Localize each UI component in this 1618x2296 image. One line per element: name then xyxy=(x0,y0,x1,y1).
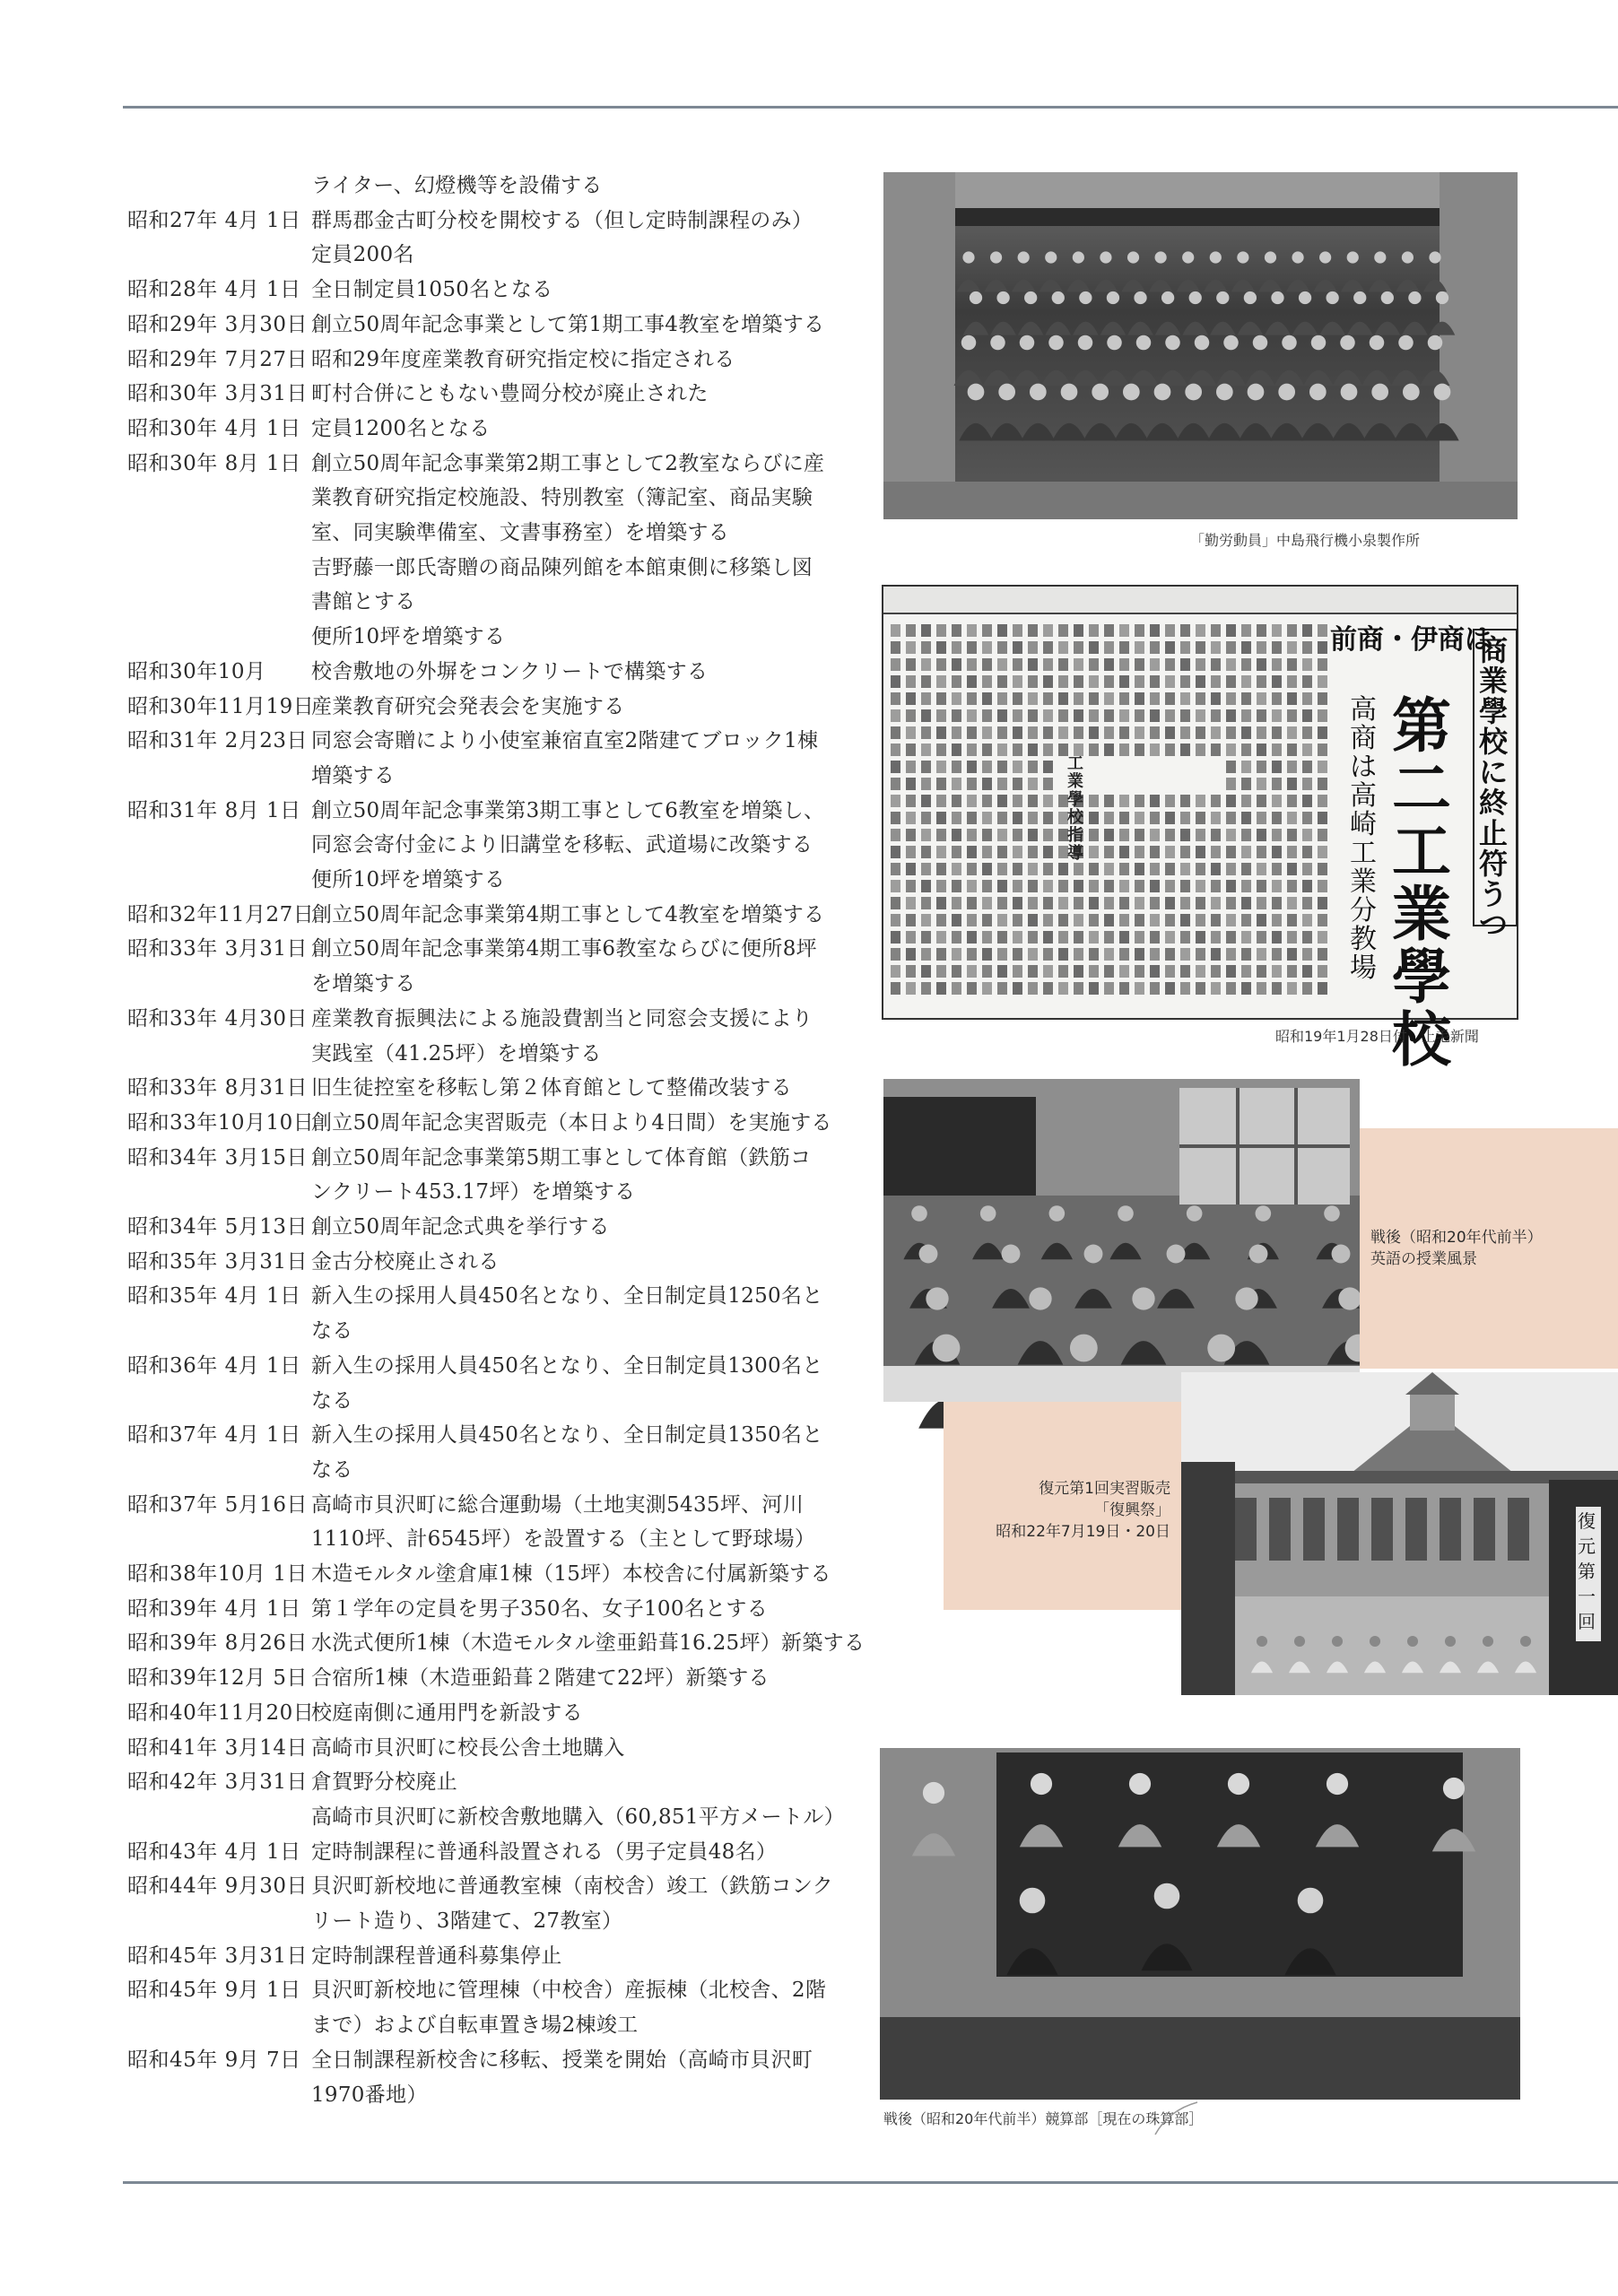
timeline-entry xyxy=(127,828,813,862)
timeline-date: 昭和37年 5月16日 xyxy=(127,1493,308,1517)
caption-newspaper: 昭和19年1月28日付 上毛新聞 xyxy=(1275,1028,1479,1045)
timeline-text: ンクリート453.17坪）を増築する xyxy=(311,1180,636,1204)
timeline-date: 昭和42年 3月31日 xyxy=(127,1770,308,1794)
timeline-date: 昭和35年 3月31日 xyxy=(127,1250,308,1274)
photo-english-class xyxy=(883,1079,1360,1402)
timeline-entry xyxy=(127,1314,353,1348)
timeline-date: 昭和43年 4月 1日 xyxy=(127,1840,301,1864)
timeline-text: 高崎市貝沢町に校長公舎土地購入 xyxy=(311,1736,625,1760)
timeline-date: 昭和30年 4月 1日 xyxy=(127,417,301,440)
timeline-date: 昭和39年 4月 1日 xyxy=(127,1597,301,1621)
timeline-date: 昭和40年11月20日 xyxy=(127,1701,315,1725)
timeline-text: 全日制定員1050名となる xyxy=(311,278,553,301)
timeline-entry xyxy=(127,863,505,897)
news-headline-box: 商業學校に終止符うつ xyxy=(1479,633,1509,942)
timeline-entry xyxy=(127,1210,610,1244)
timeline-date: 昭和32年11月27日 xyxy=(127,903,315,926)
timeline-text: 室、同実験準備室、文書事務室）を増築する xyxy=(311,521,729,544)
timeline-entry xyxy=(127,690,625,724)
timeline-text: リート造り、3階建て、27教室） xyxy=(311,1909,623,1933)
timeline-entry xyxy=(127,898,824,932)
caption-abacus-club: 戦後（昭和20年代前半）競算部［現在の珠算部］ xyxy=(883,2110,1204,2127)
timeline-text: 便所10坪を増築する xyxy=(311,868,506,891)
timeline-text: 倉賀野分校廃止 xyxy=(311,1770,458,1794)
timeline-entry xyxy=(127,169,603,203)
timeline-date: 昭和45年 9月 1日 xyxy=(127,1979,301,2002)
caption-revival-line1: 復元第1回実習販売 xyxy=(1039,1480,1170,1498)
timeline-text: 業教育研究指定校施設、特別教室（簿記室、商品実験 xyxy=(311,486,813,509)
timeline-text: 校舎敷地の外塀をコンクリートで構築する xyxy=(311,660,709,683)
timeline-entry xyxy=(127,1037,602,1071)
timeline-entry xyxy=(127,377,709,411)
timeline-entry xyxy=(127,724,818,758)
timeline-entry xyxy=(127,1071,792,1105)
timeline-text: 新入生の採用人員450名となり、全日制定員1250名と xyxy=(311,1284,823,1308)
timeline-date: 昭和35年 4月 1日 xyxy=(127,1284,301,1308)
timeline-entry xyxy=(127,1384,353,1418)
photo-revival-festival xyxy=(1181,1372,1618,1695)
timeline-text: 全日制課程新校舎に移転、授業を開始（高崎市貝沢町 xyxy=(311,2048,813,2072)
timeline-text: 1970番地） xyxy=(311,2083,428,2107)
timeline-entry xyxy=(127,204,813,238)
timeline-entry xyxy=(127,1002,813,1036)
timeline-text: まで）および自転車置き場2棟竣工 xyxy=(311,2013,639,2037)
timeline-date: 昭和30年11月19日 xyxy=(127,695,315,718)
timeline-text: 増築する xyxy=(311,764,396,787)
timeline-date: 昭和37年 4月 1日 xyxy=(127,1423,301,1447)
timeline-text: 定時制課程普通科募集停止 xyxy=(311,1944,562,1968)
timeline-entry xyxy=(127,1418,823,1452)
timeline-text: なる xyxy=(311,1389,353,1413)
pen-mark xyxy=(1151,2100,1205,2136)
timeline-date: 昭和31年 2月23日 xyxy=(127,729,308,752)
timeline-entry xyxy=(127,1349,823,1383)
timeline-text: 昭和29年度産業教育研究指定校に指定される xyxy=(311,348,735,371)
timeline-text: 旧生徒控室を移転し第２体育館として整備改装する xyxy=(311,1076,792,1100)
news-headline-top: 前商・伊商は xyxy=(1330,624,1492,656)
timeline-text: 水洗式便所1棟（木造モルタル塗亜鉛葺16.25坪）新築する xyxy=(311,1631,866,1655)
timeline-date: 昭和44年 9月30日 xyxy=(127,1874,308,1898)
caption-english-class-line2: 英語の授業風景 xyxy=(1370,1250,1477,1268)
timeline-entry xyxy=(127,1626,865,1660)
timeline-date: 昭和36年 4月 1日 xyxy=(127,1354,301,1378)
timeline-entry xyxy=(127,1904,622,1938)
timeline-text: 貝沢町新校地に管理棟（中校舎）産振棟（北校舎、2階 xyxy=(311,1979,827,2002)
timeline-entry xyxy=(127,481,813,515)
timeline-entry xyxy=(127,655,708,689)
timeline-date: 昭和28年 4月 1日 xyxy=(127,278,301,301)
timeline-entry xyxy=(127,1557,831,1591)
timeline-entry xyxy=(127,1279,823,1313)
timeline-entry xyxy=(127,2078,428,2112)
timeline-entry xyxy=(127,1696,583,1730)
timeline-entry xyxy=(127,1765,457,1799)
timeline-entry xyxy=(127,1141,811,1175)
timeline-entry xyxy=(127,1453,353,1487)
timeline-text: 新入生の採用人員450名となり、全日制定員1300名と xyxy=(311,1354,823,1378)
timeline-entry xyxy=(127,932,817,966)
timeline-text: 定員200名 xyxy=(311,243,414,266)
timeline-text: 定員1200名となる xyxy=(311,417,491,440)
caption-revival-festival xyxy=(944,1402,1181,1610)
timeline-entry xyxy=(127,2043,813,2077)
timeline-entry xyxy=(127,1592,768,1626)
timeline-text: 産業教育研究会発表会を実施する xyxy=(311,695,625,718)
timeline-date: 昭和45年 3月31日 xyxy=(127,1944,308,1968)
caption-english-class xyxy=(1360,1128,1618,1369)
timeline-text: 高崎市貝沢町に新校舎敷地購入（60,851平方メートル） xyxy=(311,1805,845,1829)
timeline-entry xyxy=(127,447,824,481)
timeline-entry xyxy=(127,1245,500,1279)
timeline-text: 1110坪、計6545坪）を設置する（主として野球場） xyxy=(311,1527,816,1551)
timeline-entry xyxy=(127,1488,804,1522)
timeline-entry xyxy=(127,1939,562,1973)
timeline-text: 第１学年の定員を男子350名、女子100名とする xyxy=(311,1597,768,1621)
timeline-text: 群馬郡金古町分校を開校する（但し定時制課程のみ） xyxy=(311,209,813,232)
timeline-date: 昭和29年 3月30日 xyxy=(127,313,308,336)
timeline-entry xyxy=(127,620,505,654)
timeline-date: 昭和38年10月 1日 xyxy=(127,1562,308,1586)
timeline-entry xyxy=(127,1522,815,1556)
timeline-text: なる xyxy=(311,1458,353,1482)
timeline-entry xyxy=(127,1835,777,1869)
timeline-text: 創立50周年記念事業第2期工事として2教室ならびに産 xyxy=(311,452,825,475)
timeline-entry xyxy=(127,585,416,619)
timeline-date: 昭和29年 7月27日 xyxy=(127,348,308,371)
timeline-entry xyxy=(127,1800,845,1834)
caption-labor-mobilization: 「勤労動員」中島飛行機小泉製作所 xyxy=(1190,532,1421,549)
timeline-date: 昭和39年12月 5日 xyxy=(127,1666,308,1690)
timeline-entry xyxy=(127,1869,833,1903)
timeline-entry xyxy=(127,1973,826,2007)
timeline-entry xyxy=(127,238,414,272)
timeline-entry xyxy=(127,516,729,550)
timeline-text: 校庭南側に通用門を新設する xyxy=(311,1701,583,1725)
timeline-entry xyxy=(127,967,416,1001)
timeline-text: 実践室（41.25坪）を増築する xyxy=(311,1042,602,1065)
timeline-date: 昭和30年10月 xyxy=(127,660,266,683)
timeline-text: 同窓会寄付金により旧講堂を移転、武道場に改築する xyxy=(311,833,813,857)
timeline-text: 創立50周年記念式典を挙行する xyxy=(311,1215,610,1239)
timeline-date: 昭和33年10月10日 xyxy=(127,1111,315,1135)
timeline-text: 合宿所1棟（木造亜鉛葺２階建て22坪）新築する xyxy=(311,1666,770,1690)
timeline-text: 貝沢町新校地に普通教室棟（南校舎）竣工（鉄筋コンク xyxy=(311,1874,834,1898)
timeline-date: 昭和34年 5月13日 xyxy=(127,1215,308,1239)
timeline-text: 書館とする xyxy=(311,590,416,613)
timeline-text: 産業教育振興法による施設費割当と同窓会支援により xyxy=(311,1007,813,1031)
timeline-date: 昭和45年 9月 7日 xyxy=(127,2048,301,2072)
bottom-rule xyxy=(123,2181,1618,2184)
timeline-text: 創立50周年記念事業として第1期工事4教室を増築する xyxy=(311,313,825,336)
timeline-date: 昭和33年 4月30日 xyxy=(127,1007,308,1031)
timeline-date: 昭和30年 3月31日 xyxy=(127,382,308,405)
timeline-text: 創立50周年記念事業第4期工事6教室ならびに便所8坪 xyxy=(311,937,817,961)
timeline-date: 昭和34年 3月15日 xyxy=(127,1146,308,1170)
news-small-head: 工業學校指導 xyxy=(1067,754,1083,863)
timeline-text: 創立50周年記念事業第4期工事として4教室を増築する xyxy=(311,903,825,926)
timeline-entry xyxy=(127,551,813,585)
timeline-text: 定時制課程に普通科設置される（男子定員48名） xyxy=(311,1840,778,1864)
timeline-entry xyxy=(127,343,735,377)
timeline-date: 昭和30年 8月 1日 xyxy=(127,452,301,475)
timeline-date: 昭和39年 8月26日 xyxy=(127,1631,308,1655)
timeline-entry xyxy=(127,308,824,342)
timeline-text: 金古分校廃止される xyxy=(311,1250,500,1274)
timeline-text: 創立50周年記念事業第5期工事として体育館（鉄筋コ xyxy=(311,1146,812,1170)
timeline-text: なる xyxy=(311,1319,353,1343)
timeline-entry xyxy=(127,273,552,307)
timeline-entry xyxy=(127,794,824,828)
photo-labor-mobilization xyxy=(883,172,1518,519)
timeline-text: 同窓会寄贈により小使室兼宿直室2階建てブロック1棟 xyxy=(311,729,819,752)
news-headline-main: 第二工業學校 xyxy=(1392,691,1451,1074)
news-headline-sub: 高商は高崎工業分教場 xyxy=(1350,694,1377,984)
timeline-text: 木造モルタル塗倉庫1棟（15坪）本校舎に付属新築する xyxy=(311,1562,831,1586)
timeline-entry xyxy=(127,412,491,446)
timeline-entry xyxy=(127,1661,770,1695)
timeline-date: 昭和31年 8月 1日 xyxy=(127,799,301,822)
caption-revival-line3: 昭和22年7月19日・20日 xyxy=(996,1523,1170,1541)
timeline-text: 創立50周年記念実習販売（本日より4日間）を実施する xyxy=(311,1111,832,1135)
timeline-entry xyxy=(127,1106,832,1140)
festival-banner: 復元第一回 xyxy=(1578,1510,1596,1632)
timeline-date: 昭和27年 4月 1日 xyxy=(127,209,301,232)
timeline-date: 昭和33年 8月31日 xyxy=(127,1076,308,1100)
timeline-entry xyxy=(127,2008,638,2042)
caption-english-class-line1: 戦後（昭和20年代前半） xyxy=(1370,1229,1543,1247)
timeline-date: 昭和33年 3月31日 xyxy=(127,937,308,961)
timeline-text: 創立50周年記念事業第3期工事として6教室を増築し、 xyxy=(311,799,825,822)
timeline-text: を増築する xyxy=(311,972,416,996)
timeline-entry xyxy=(127,1175,635,1209)
timeline-text: 吉野藤一郎氏寄贈の商品陳列館を本館東側に移築し図 xyxy=(311,556,813,579)
caption-revival-line2: 「復興祭」 xyxy=(1094,1501,1170,1519)
photo-abacus-club xyxy=(880,1748,1520,2100)
timeline-date: 昭和41年 3月14日 xyxy=(127,1736,308,1760)
timeline-text: 高崎市貝沢町に総合運動場（土地実測5435坪、河川 xyxy=(311,1493,805,1517)
timeline-entry xyxy=(127,759,395,793)
timeline-text: 新入生の採用人員450名となり、全日制定員1350名と xyxy=(311,1423,823,1447)
timeline-text: ライター、幻燈機等を設備する xyxy=(311,174,603,197)
timeline-text: 町村合併にともない豊岡分校が廃止された xyxy=(311,382,709,405)
timeline-text: 便所10坪を増築する xyxy=(311,625,506,648)
timeline-entry xyxy=(127,1731,625,1765)
